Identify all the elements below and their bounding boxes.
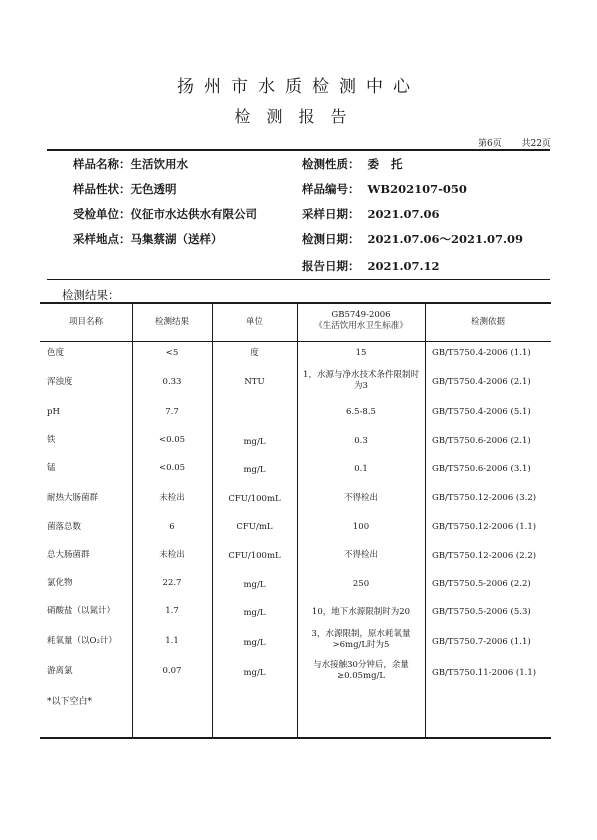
sample-state-value: 无色透明 <box>130 182 177 196</box>
row-8-result: 未检出 <box>159 550 185 560</box>
row-6-item: 耐热大肠菌群 <box>47 493 99 503</box>
row-4-result: <0.05 <box>158 435 186 445</box>
row-11-standard: 3，水源限制，原水耗氧量>6mg/L时为5 <box>311 629 411 650</box>
sample-name-label: 样品名称： <box>73 157 131 171</box>
row-8-standard: 不得检出 <box>343 550 378 560</box>
row-10-item: 硝酸盐（以氮计） <box>47 606 116 616</box>
table-col-divider-4 <box>425 302 426 738</box>
nature-value: 委 托 <box>367 157 403 171</box>
header-item: 项目名称 <box>68 317 103 327</box>
row-10-standard: 10，地下水源限制时为20 <box>311 607 411 617</box>
results-heading: 检测结果： <box>62 288 120 302</box>
row-11-result: 1.1 <box>165 636 179 646</box>
row-5-item: 锰 <box>47 463 56 473</box>
sample-no-value: WB202107-050 <box>367 182 467 196</box>
row-9-item: 氯化物 <box>47 578 73 588</box>
client-label: 受检单位： <box>73 207 131 221</box>
row-12-item: 游离氯 <box>47 666 73 676</box>
row-12-standard: 与水接触30分钟后，余量≥0.05mg/L <box>313 660 409 681</box>
sampling-date-value: 2021.07.06 <box>367 207 440 221</box>
row-1-standard: 15 <box>355 348 367 358</box>
row-3-item: pH <box>47 407 60 417</box>
row-6-unit: CFU/100mL <box>228 494 281 504</box>
org-title: 扬州市水质检测中心 <box>177 77 420 97</box>
row-6-basis: GB/T5750.12-2006 (3.2) <box>432 493 537 503</box>
row-8-basis: GB/T5750.12-2006 (2.2) <box>432 551 537 561</box>
client-value: 仪征市水达供水有限公司 <box>130 207 257 221</box>
row-7-standard: 100 <box>352 522 370 532</box>
sample-name-value: 生活饮用水 <box>130 157 188 171</box>
row-5-unit: mg/L <box>243 465 266 475</box>
row-4-unit: mg/L <box>243 437 266 447</box>
row-11-item: 耗氧量（以O₂计） <box>47 636 117 646</box>
table-end-note: *以下空白* <box>47 697 93 707</box>
header-unit: 单位 <box>245 317 263 327</box>
row-7-item: 菌落总数 <box>47 522 82 532</box>
row-3-result: 7.7 <box>165 407 179 417</box>
row-10-basis: GB/T5750.5-2006 (5.3) <box>432 607 531 617</box>
row-11-basis: GB/T5750.7-2006 (1.1) <box>432 637 531 647</box>
table-bottom-rule <box>40 737 551 739</box>
row-1-unit: 度 <box>250 348 259 358</box>
report-date-value: 2021.07.12 <box>367 259 440 273</box>
sample-no-label: 样品编号： <box>302 182 360 196</box>
row-10-unit: mg/L <box>243 608 266 618</box>
row-9-result: 22.7 <box>162 578 182 588</box>
test-date-label: 检测日期： <box>302 232 360 246</box>
row-10-result: 1.7 <box>165 606 179 616</box>
table-top-rule <box>40 302 551 304</box>
table-header-rule <box>40 341 551 342</box>
row-3-basis: GB/T5750.4-2006 (5.1) <box>432 407 531 417</box>
row-12-result: 0.07 <box>162 666 182 676</box>
row-2-result: 0.33 <box>162 377 182 387</box>
sample-state-label: 样品性状： <box>73 182 131 196</box>
row-6-standard: 不得检出 <box>343 493 378 503</box>
location-value: 马集蔡湖（送样） <box>130 232 223 246</box>
row-9-basis: GB/T5750.5-2006 (2.2) <box>432 579 531 589</box>
row-1-basis: GB/T5750.4-2006 (1.1) <box>432 348 531 358</box>
header-basis: 检测依据 <box>470 317 505 327</box>
row-1-result: <5 <box>165 348 179 358</box>
row-9-unit: mg/L <box>243 580 266 590</box>
row-1-item: 色度 <box>47 348 65 358</box>
report-date-label: 报告日期： <box>302 259 360 273</box>
row-2-item: 浑浊度 <box>47 377 73 387</box>
page-total: 共22页 <box>521 139 551 149</box>
row-3-standard: 6.5-8.5 <box>346 407 376 417</box>
row-8-item: 总大肠菌群 <box>47 550 90 560</box>
report-title: 检测报告 <box>234 107 363 126</box>
row-12-basis: GB/T5750.11-2006 (1.1) <box>432 668 537 678</box>
row-2-standard: 1，水源与净水技术条件限制时为3 <box>303 370 419 391</box>
location-label: 采样地点： <box>73 232 131 246</box>
row-4-basis: GB/T5750.6-2006 (2.1) <box>432 436 531 446</box>
row-9-standard: 250 <box>352 579 370 589</box>
test-date-value: 2021.07.06～2021.07.09 <box>367 232 524 246</box>
header-standard-name: 《生活饮用水卫生标准》 <box>314 321 408 331</box>
header-result: 检测结果 <box>154 317 189 327</box>
row-2-basis: GB/T5750.4-2006 (2.1) <box>432 377 531 387</box>
row-4-standard: 0.3 <box>354 436 368 446</box>
row-7-unit: CFU/mL <box>236 522 273 532</box>
row-7-result: 6 <box>169 522 175 532</box>
row-11-unit: mg/L <box>243 638 266 648</box>
header-standard <box>297 310 425 332</box>
row-2-unit: NTU <box>244 377 265 387</box>
row-5-standard: 0.1 <box>354 464 368 474</box>
row-7-basis: GB/T5750.12-2006 (1.1) <box>432 522 537 532</box>
row-6-result: 未检出 <box>159 493 185 503</box>
row-12-unit: mg/L <box>243 668 266 678</box>
table-col-divider-3 <box>297 302 298 738</box>
row-5-basis: GB/T5750.6-2006 (3.1) <box>432 464 531 474</box>
nature-label: 检测性质： <box>302 157 360 171</box>
row-5-result: <0.05 <box>158 463 186 473</box>
sampling-date-label: 采样日期： <box>302 207 360 221</box>
row-4-item: 铁 <box>47 435 56 445</box>
row-8-unit: CFU/100mL <box>228 551 281 561</box>
header-standard-code: GB5749-2006 <box>331 310 391 320</box>
page-number: 第6页 <box>478 139 502 149</box>
